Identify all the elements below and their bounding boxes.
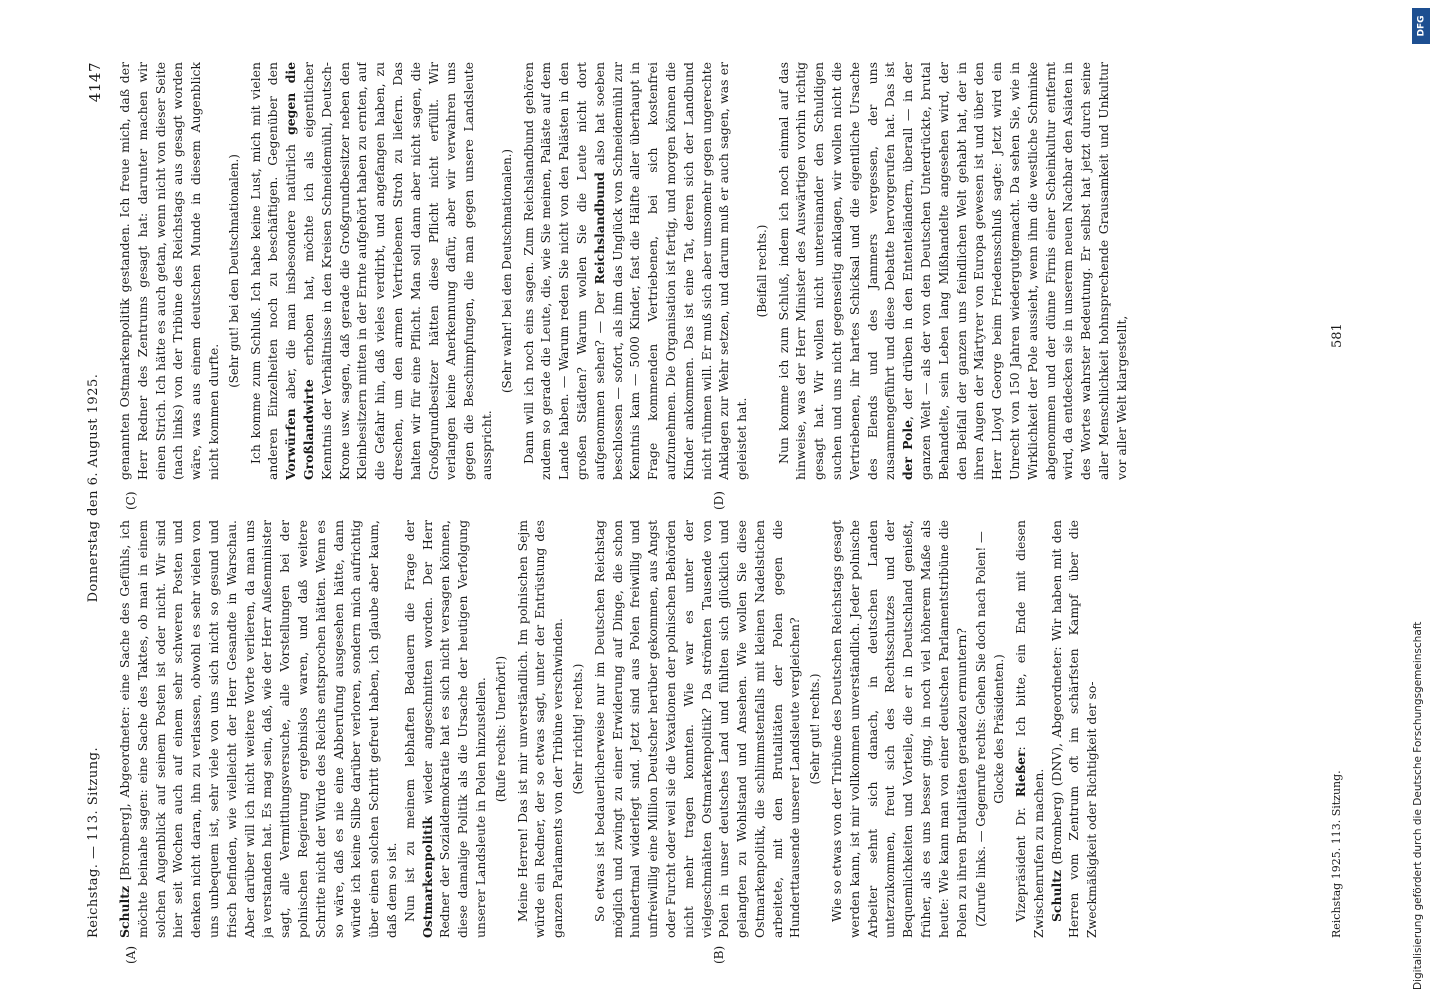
paragraph: Meine Herren! Das ist mir unverständlich. Im polnischen Sejm würde ein Redner, der so etwas sagt, unter der Entrüstung des ganzen Parlaments von der Tribüne verschwinden.	[514, 520, 566, 938]
paragraph: Nun ist zu meinem lebhaften Bedauern die Frage der Ostmarkenpolitik wieder angeschnitten worden. Der Herr Redner der Sozialdemokratie hat es sich nicht versagen können, diese damalige Politik als die Ursache der heutigen Verfolgung unserer Landsleute in Polen hinzustellen.	[401, 520, 488, 938]
footer-left: Reichstag 1925. 113. Sitzung.	[1330, 770, 1343, 938]
margin-marker-d: (D)	[712, 491, 726, 510]
interjection: (Rufe rechts: Unerhört!)	[493, 655, 508, 803]
scanned-page	[72, 62, 1372, 964]
page-number: 4147	[86, 62, 104, 103]
margin-marker-a: (A)	[124, 945, 138, 964]
paragraph: Ich komme zum Schluß. Ich habe keine Lust, mich mit vielen anderen Einzelheiten noch zu beschäftigen. Gegenüber den Vorwürfen aber, die man insbesondere natürlich gegen die Großlandwirte erhoben hat, möchte ich als eigentlicher Kenntnis der Verhältnisse in den Kreisen Schneidemühl, Deutsch-Krone usw. sagen, daß gerade die Großgrundbesitzer neben den Kleinbesitzern mitten in der Ernte aufgehört haben zu ernten, auf die Gefahr hin, daß vieles verdirbt, und angefangen haben, zu dreschen, um den armen Vertriebenen Stroh zu liefern. Das halten wir für eine Pflicht. Man soll dann aber nicht sagen, die Großgrundbesitzer hätten diese Pflicht nicht erfüllt. Wir verlangen keine Anerkennung dafür, aber wir verwahren uns gegen die Beschimpfungen, die man gegen unsere Landsleute ausspricht.	[247, 62, 494, 480]
interjection: (Beifall rechts.)	[754, 224, 769, 318]
page-header	[72, 62, 112, 938]
dfg-logo: DFG	[1412, 8, 1430, 44]
left-column	[116, 520, 1321, 938]
interjection: (Sehr wahr! bei den Deutschnationalen.)	[499, 148, 514, 394]
margin-marker-b: (B)	[712, 945, 726, 964]
paragraph: Schultz [Bromberg], Abgeordneter: eine Sache des Gefühls, ich möchte beinahe sagen: eine Sache des Taktes, ob man in einem solchen Augenblick auf seinem Posten ist oder nicht. Wir sind hier seit Wochen auch auf einem sehr schweren Posten und denken nicht daran, ihn zu verlassen, obwohl es sehr vielen von uns unbequem ist, sehr viele von uns sich nicht so gesund und frisch befinden, wie vielleicht der Herr Gesandte in Warschau. Aber darüber will ich nicht weitere Worte verlieren, da man uns ja verstanden hat. Es mag sein, daß, wie der Herr Außenminister sagt, alle Vermittlungsversuche, alle Vorstellungen bei der polnischen Regierung ergebnislos waren, und daß weitere Schritte nicht der Würde des Reichs entsprochen hätten. Wenn es so wäre, daß es nie eine Abberufung ausgesehen hätte, dann würde ich keine Silbe darüber verloren, sondern mich aufrichtig über einen solchen Schritt gefreut haben, ich glaube aber kaum, daß dem so ist.	[117, 520, 399, 938]
paragraph: Schultz (Bromberg) (DNV), Abgeordneter: Wir haben mit den Herren vom Zentrum oft im schärfsten Kampf über die Zweckmäßigkeit oder Richtigkeit der so-	[1048, 520, 1100, 938]
interjection: (Sehr gut! bei den Deutschnationalen.)	[226, 154, 241, 388]
page-footer	[1330, 62, 1343, 938]
header-left: Reichstag. — 113. Sitzung.	[86, 746, 101, 938]
interjection: (Sehr gut! rechts.)	[808, 673, 823, 785]
paragraph: Wie so etwas von der Tribüne des Deutschen Reichstags gesagt werden kann, ist mir vollkommen unverständlich. Jeder polnische Arbeiter sehnt sich danach, in deutschen Landen unterzukommen, freut sich des Rechtsschutzes und der Bequemlichkeiten und Vorteile, die er in Deutschland genießt, früher, als es uns besser ging, in noch viel höherem Maße als heute: Wie kann man von einer deutschen Parlamentstribüne die Polen zu ihren Brutalitäten geradezu ermuntern?	[829, 520, 969, 938]
header-date: Donnerstag den 6. August 1925.	[86, 373, 101, 603]
page-code: 581	[1330, 323, 1345, 348]
paragraph: Vizepräsident Dr. Rießer: Ich bitte, ein Ende mit diesen Zwischenrufen zu machen.	[1013, 520, 1046, 938]
digitization-credit: Digitalisierung gefördert durch die Deutsche Forschungsgemeinschaft	[1412, 621, 1424, 990]
interjection: (Zurufe links. — Gegenrufe rechts: Gehen Sie doch nach Polen! — Glocke des Präsidenten.)	[974, 531, 1007, 927]
paragraph: genannten Ostmarkenpolitik gestanden. Ich freue mich, daß der Herr Redner des Zentrums gesagt hat: darunter machen wir einen Strich. Ich hätte es auch getan, wenn nicht von dieser Seite (nach links) von der Tribüne des Reichstags aus gesagt worden wäre, was aus einem deutschen Munde in diesem Augenblick nicht kommen durfte.	[117, 62, 221, 480]
paragraph: So etwas ist bedauerlicherweise nur im Deutschen Reichstag möglich und zwingt zu einer Erwiderung auf Dinge, die schon hundertmal widerlegt sind. Jetzt sind aus Polen freiwillig und unfreiwillig eine Million Deutscher herüber gekommen, aus Angst oder Furcht oder weil sie die Vexationen der polnischen Behörden nicht mehr tragen konnten. Wie war es unter der vielgeschmähten Ostmarkenpolitik? Da strömten Tausende von Polen in unser deutsches Land und fühlten sich glücklich und gelangten zu Wohlstand und Ansehen. Wie wollen Sie diese Ostmarkenpolitik, die schlimmstenfalls mit kleinen Nadelstichen arbeitete, mit den Brutalitäten der Polen gegen die Hunderttausende unserer Landsleute vergleichen?	[591, 520, 803, 938]
interjection: (Sehr richtig! rechts.)	[570, 663, 585, 795]
speaker-name: Schultz	[1048, 870, 1064, 922]
paragraph: Dann will ich noch eins sagen. Zum Reichslandbund gehören zudem so gerade die Leute, die, wie Sie meinen, Paläste auf dem Lande haben. — Warum reden Sie nicht von den Palästen in den großen Städten? Warum wollen Sie die Leute nicht dort aufgenommen sehen? — Der Reichslandbund also hat soeben beschlossen — sofort, als ihm das Unglück von Schneidemühl zur Kenntnis kam — 5000 Kinder, fast die Hälfte aller überhaupt in Frage kommenden Vertriebenen, bei sich kostenfrei aufzunehmen. Die Organisation ist fertig, und morgen können die Kinder ankommen. Das ist eine Tat, deren sich der Landbund nicht rühmen will. Er muß sich aber umsomehr gegen ungerechte Anklagen zur Wehr setzen, und darum muß er auch sagen, was er geleistet hat.	[520, 62, 750, 480]
margin-marker-c: (C)	[124, 491, 138, 510]
right-column	[116, 62, 1321, 480]
paragraph: Nun komme ich zum Schluß, indem ich noch einmal auf das hinweise, was der Herr Minister des Auswärtigen vorhin richtig gesagt hat. Wir wollen nicht untereinander den Schuldigen suchen und uns nicht gegenseitig anklagen, wir wollen nicht die Vertriebenen, ihr hartes Schicksal und die eigentliche Ursache des Elends und des Jammers vergessen, der uns zusammengeführt und diese Debatte hervorgerufen hat. Das ist der Pole, der drüben in den Ententeländern, überall — in der ganzen Welt — als der von den Deutschen Unterdrückte, brutal Behandelte, sein Leben lang Mißhandelte angesehen wird, der den Beifall der ganzen uns feindlichen Welt gehabt hat, der in ihren Augen der Märtyrer von Europa gewesen ist und über den Herr Lloyd George beim Friedensschluß sagte: Jetzt wird ein Unrecht von 150 Jahren wiedergutgemacht. Da sehen Sie, wie in Wirklichkeit der Pole aussieht, wenn ihm die westliche Schminke abgenommen und der dünne Firnis einer Scheinkultur entfernt wird, da entdecken sie in unserem neuen Nachbar den Asiaten in des Wortes wahrster Bedeutung. Er selbst hat jetzt durch seine aller Menschlichkeit hohnsprechende Grausamkeit und Unkultur vor aller Welt klargestellt,	[775, 62, 1129, 480]
speaker-name: Schultz	[117, 886, 132, 938]
